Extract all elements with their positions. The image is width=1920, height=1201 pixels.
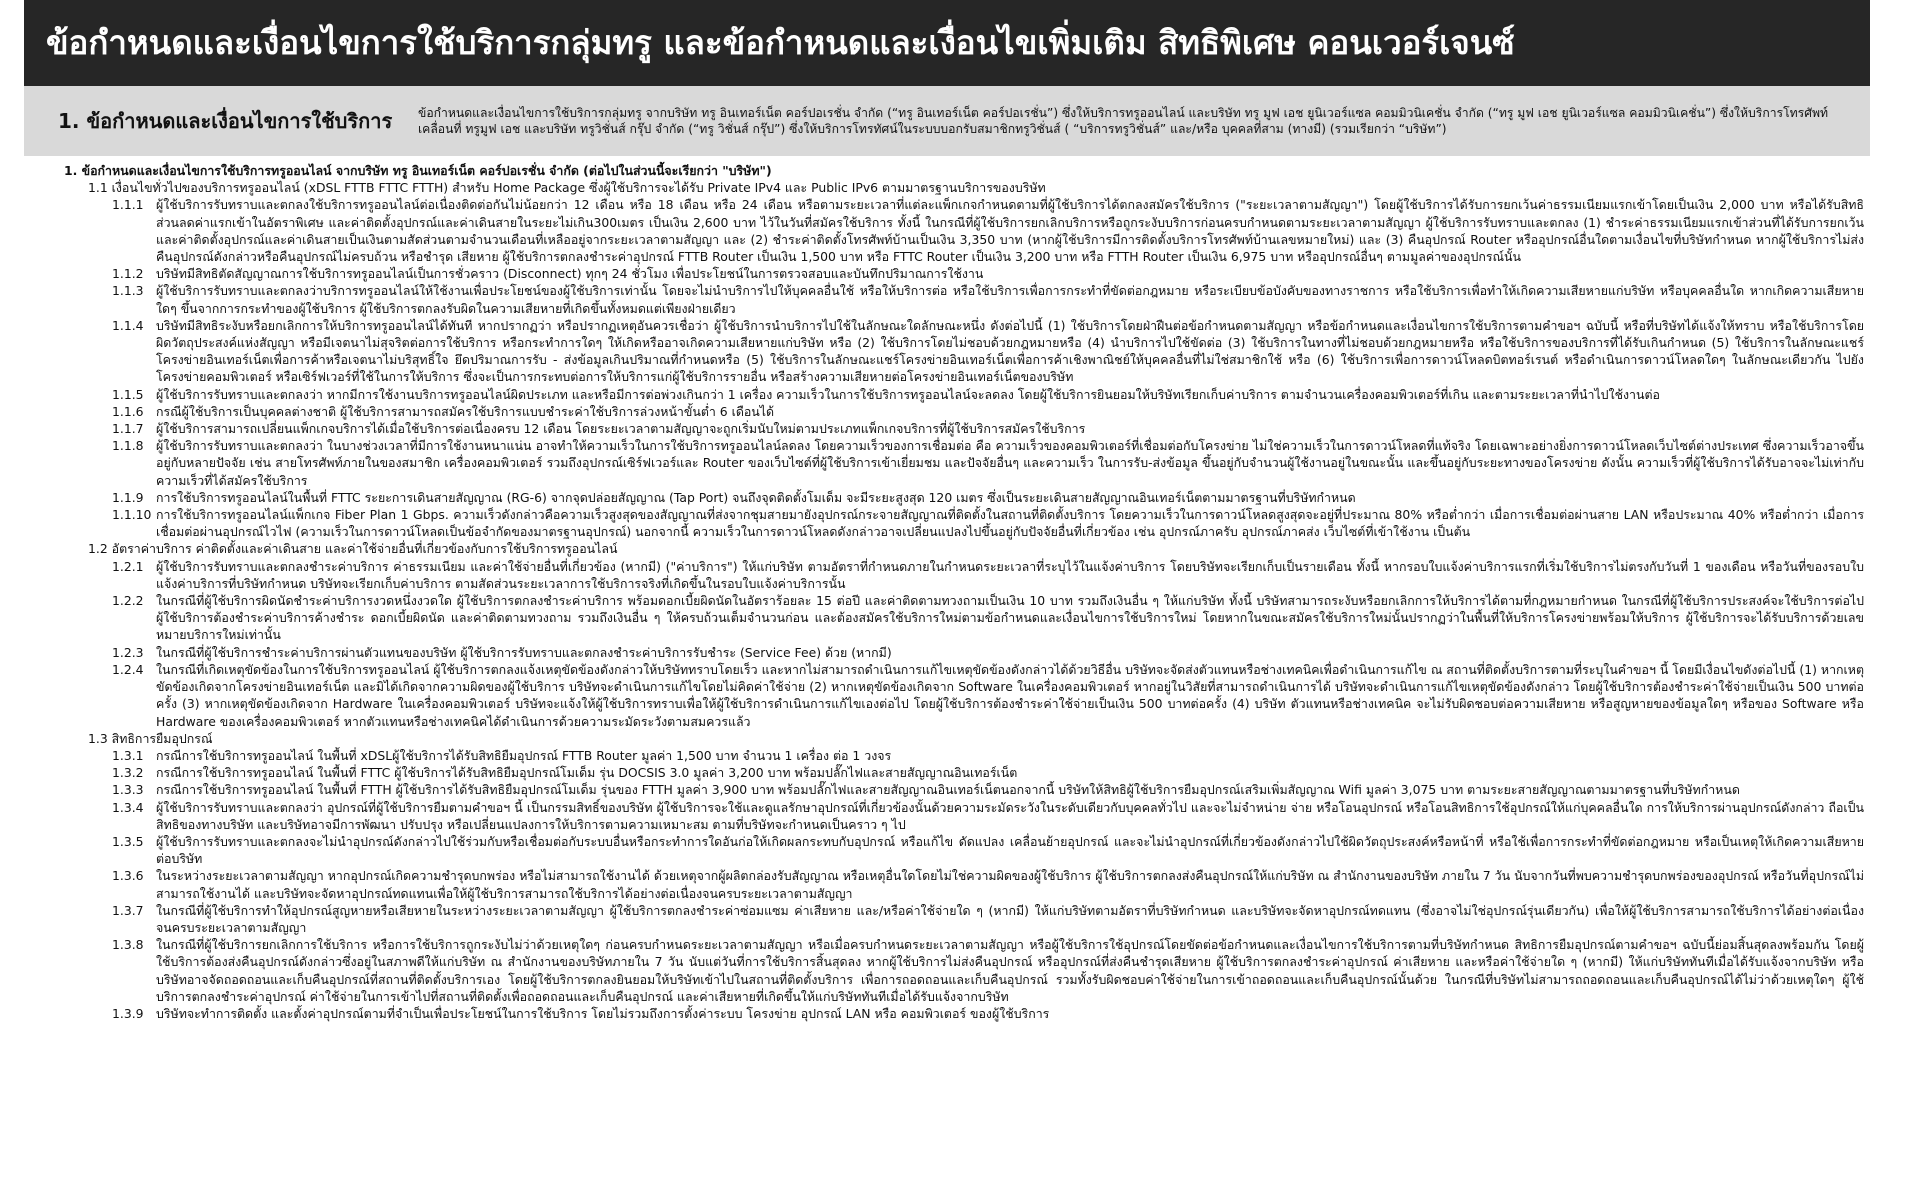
clause-text: ผู้ใช้บริการรับทราบและตกลงว่า อุปกรณ์ที่ผู้ใช้บริการยืมตามคำขอฯ นี้ เป็นกรรมสิทธิ์ของบริษัท ผู้ใช้บริการจะใช้และดูแลรักษาอุปกรณ์ที่เกี่ยวข้องนั้นด้วยความระมัดระวังในระดับเดียวกับบุคคลทั่วไป และจะไม่จำหน่าย จ่าย หรือโอนอุปกรณ์ หรือโอนสิทธิการใช้อุปกรณ์ให้แก่บุคคลอื่นใด การให้บริการผ่านอุปกรณ์ดังกล่าว ถือเป็นสิทธิของทางบริษัท และบริษัทอาจมีการพัฒนา ปรับปรุง หรือเปลี่ยนแปลงการให้บริการตามความเหมาะสม ตามที่บริษัทจะกำหนดเป็นคราว ๆ ไป [156, 799, 1865, 832]
clause-number: 1.2.4 [112, 661, 144, 677]
clause-item [64, 867, 1864, 901]
clause-text: การใช้บริการทรูออนไลน์ในพื้นที่ FTTC ระยะการเดินสายสัญญาณ (RG-6) จากจุดปล่อยสัญญาณ (Tap Port) จนถึงจุดติดตั้งโมเด็ม จะมีระยะสูงสุด 120 เมตร ซึ่งเป็นระยะเดินสายสัญญาณอินเทอร์เน็ตตามมาตรฐานที่บริษัทกำหนด [156, 489, 1356, 505]
clause-text: ผู้ใช้บริการสามารถเปลี่ยนแพ็กเกจบริการได้เมื่อใช้บริการต่อเนื่องครบ 12 เดือน โดยระยะเวลาตามสัญญาจะถูกเริ่มนับใหม่ตามประเภทแพ็กเกจบริการที่ผู้ใช้บริการสมัครใช้บริการ [156, 421, 1086, 437]
heading-1: 1. ข้อกำหนดและเงื่อนไขการใช้บริการทรูออนไลน์ จากบริษัท ทรู อินเทอร์เน็ต คอร์ปอเรชั่น จำกัด (ต่อไปในส่วนนี้จะเรียกว่า "บริษัท") [64, 163, 772, 178]
clause-number: 1.1.5 [112, 386, 144, 402]
clause-text: ผู้ใช้บริการรับทราบและตกลงว่า ในบางช่วงเวลาที่มีการใช้งานหนาแน่น อาจทำให้ความเร็วในการใช้บริการทรูออนไลน์ลดลง โดยความเร็วของการเชื่อมต่อ คือ ความเร็วของคอมพิวเตอร์ที่เชื่อมต่อกับโครงข่าย ไม่ใช่ความเร็วในการดาวน์โหลดที่แท้จริง โดยเฉพาะอย่างยิ่งการดาวน์โหลดเว็บไซต์ต่างประเทศ ซึ่งความเร็วอาจขึ้นอยู่กับหลายปัจจัย เช่น สายโทรศัพท์ภายในของสมาชิก เครื่องคอมพิวเตอร์ รวมถึงอุปกรณ์เซิร์ฟเวอร์และ Router ของเว็บไซต์ที่ผู้ใช้บริการเข้าเยี่ยมชม และปัจจัยอื่นๆ และความเร็ว ในการรับ-ส่งข้อมูล ขึ้นอยู่กับจำนวนผู้ใช้งานอยู่ในขณะนั้น และขึ้นอยู่กับระยะทางของโครงข่าย ดังนั้น ความเร็วที่ผู้ใช้บริการได้รับอาจจะไม่เท่ากับความเร็วที่ได้สมัครใช้บริการ [156, 438, 1864, 488]
clause-number: 1.1.2 [112, 266, 144, 282]
clause-item [64, 592, 1864, 644]
heading-1-3: 1.3 สิทธิการยืมอุปกรณ์ [88, 730, 213, 746]
clause-number: 1.3.5 [112, 833, 144, 849]
clause-item [64, 799, 1864, 833]
clause-text: ในระหว่างระยะเวลาตามสัญญา หากอุปกรณ์เกิดความชำรุดบกพร่อง หรือไม่สามารถใช้งานได้ ด้วยเหตุจากผู้ผลิตกล่องรับสัญญาณ หรือเหตุอื่นใดโดยไม่ใช่ความผิดของผู้ใช้บริการ ผู้ใช้บริการตกลงส่งคืนอุปกรณ์ให้แก่บริษัท ณ สำนักงานของบริษัท ภายใน 7 วัน นับจากวันที่พบความชำรุดบกพร่องของอุปกรณ์ หรือวันที่อุปกรณ์ไม่สามารถใช้งานได้ และบริษัทจะจัดหาอุปกรณ์ทดแทนเพื่อให้ผู้ใช้บริการสามารถใช้บริการได้อย่างต่อเนื่องจนครบระยะเวลาตามสัญญา [156, 868, 1864, 901]
clause-text: บริษัทมีสิทธิตัดสัญญาณการใช้บริการทรูออนไลน์เป็นการชั่วคราว (Disconnect) ทุกๆ 24 ชั่วโมง เพื่อประโยชน์ในการตรวจสอบและบันทึกปริมาณการใช้งาน [156, 266, 984, 282]
clause-item [64, 265, 1864, 282]
clause-item [64, 781, 1864, 798]
clause-text: ในกรณีที่ผู้ใช้บริการชำระค่าบริการผ่านตัวแทนของบริษัท ผู้ใช้บริการรับทราบและตกลงชำระค่าบริการรับชำระ (Service Fee) ด้วย (หากมี) [156, 644, 892, 660]
clause-text: ผู้ใช้บริการรับทราบและตกลงชำระค่าบริการ ค่าธรรมเนียม และค่าใช้จ่ายอื่นที่เกี่ยวข้อง (หากมี) ("ค่าบริการ") ให้แก่บริษัท ตามอัตราที่กำหนดภายในกำหนดระยะเวลาที่ระบุไว้ในแจ้งค่าบริการ โดยบริษัทจะเรียกเก็บเป็นรายเดือน ทั้งนี้ หากรอบใบแจ้งค่าบริการแรกที่เริ่มใช้บริการไม่ตรงกับวันที่ 1 ของเดือน หรือวันที่ของรอบใบแจ้งค่าบริการที่บริษัทกำหนด บริษัทจะเรียกเก็บค่าบริการ ตามสัดส่วนระยะเวลาการใช้บริการจริงที่เกิดขึ้นในรอบใบแจ้งค่าบริการนั้น [156, 558, 1864, 591]
clause-number: 1.1.4 [112, 317, 144, 333]
clause-item [64, 936, 1864, 1005]
page-title: ข้อกำหนดและเงื่อนไขการใช้บริการกลุ่มทรู และข้อกำหนดและเงื่อนไขเพิ่มเติม สิทธิพิเศษ คอนเวอร์เจนซ์ [46, 23, 1515, 62]
clause-item [64, 317, 1864, 386]
clause-text: กรณีการใช้บริการทรูออนไลน์ ในพื้นที่ FTTH ผู้ใช้บริการได้รับสิทธิยืมอุปกรณ์โมเด็ม รุ่นของ FTTH มูลค่า 3,900 บาท พร้อมปลั๊กไฟและสายสัญญาณอินเทอร์เน็ตนอกจากนี้ บริษัทให้สิทธิผู้ใช้บริการยืมอุปกรณ์เสริมเพิ่มสัญญาณ Wifi มูลค่า 3,075 บาท ตามระยะสายสัญญาณตามมาตรฐานที่บริษัทกำหนด [156, 782, 1740, 798]
clause-text: ในกรณีที่เกิดเหตุขัดข้องในการใช้บริการทรูออนไลน์ ผู้ใช้บริการตกลงแจ้งเหตุขัดข้องดังกล่าวให้บริษัททราบโดยเร็ว และหากไม่สามารถดำเนินการแก้ไขเหตุขัดข้องดังกล่าวได้ด้วยวิธีอื่น บริษัทจะจัดส่งตัวแทนหรือช่างเทคนิคเพื่อดำเนินการแก้ไข ณ สถานที่ติดตั้งบริการตามที่ระบุในคำขอฯ นี้ โดยมีเงื่อนไขดังต่อไปนี้ (1) หากเหตุขัดข้องเกิดจากโครงข่ายอินเทอร์เน็ต และมิได้เกิดจากความผิดของผู้ใช้บริการ บริษัทจะดำเนินการแก้ไขโดยไม่คิดค่าใช้จ่าย (2) หากเหตุขัดข้องเกิดจาก Software ในเครื่องคอมพิวเตอร์ หากอยู่ในวิสัยที่สามารถดำเนินการได้ บริษัทจะดำเนินการแก้ไขเหตุขัดข้องดังกล่าว โดยผู้ใช้บริการต้องชำระค่าใช้จ่ายเป็นเงิน 500 บาทต่อครั้ง (3) หากเหตุขัดข้องเกิดจาก Hardware ในเครื่องคอมพิวเตอร์ บริษัทจะแจ้งให้ผู้ใช้บริการทราบเพื่อให้ผู้ใช้บริการดำเนินการแก้ไขเองต่อไป โดยผู้ใช้บริการต้องชำระค่าใช้จ่ายเป็นเงิน 500 บาทต่อครั้ง (4) บริษัท ตัวแทนหรือช่างเทคนิค จะไม่รับผิดชอบต่อความเสียหาย หรือสูญหายของข้อมูลใดๆ หรือของ Software หรือ Hardware ของเครื่องคอมพิวเตอร์ หากตัวแทนหรือช่างเทคนิคได้ดำเนินการด้วยความระมัดระวังตามสมควรแล้ว [156, 661, 1864, 729]
clause-text: การใช้บริการทรูออนไลน์แพ็กเกจ Fiber Plan 1 Gbps. ความเร็วดังกล่าวคือความเร็วสูงสุดของสัญญาณที่ส่งจากชุมสายมายังอุปกรณ์กระจายสัญญาณที่ติดตั้งในสถานที่ติดตั้งบริการ โดยความเร็วในการดาวน์โหลดสูงสุดจะอยู่ที่ประมาณ 80% หรือต่ำกว่า เมื่อการเชื่อมต่อผ่านสาย LAN หรือประมาณ 40% หรือต่ำกว่า เมื่อการเชื่อมต่อผ่านอุปกรณ์ไวไฟ (ความเร็วในการดาวน์โหลดเป็นข้อจำกัดของมาตรฐานอุปกรณ์) นอกจากนี้ ความเร็วในการดาวน์โหลดดังกล่าวอาจเปลี่ยนแปลงไปขึ้นอยู่กับปัจจัยอื่นที่เกี่ยวข้อง เช่น อุปกรณ์ภาครับ อุปกรณ์ภาคส่ง เว็บไซต์ที่เข้าใช้งาน เป็นต้น [156, 507, 1864, 540]
clause-number: 1.3.3 [112, 782, 144, 798]
clause-number: 1.2.2 [112, 593, 144, 609]
clause-item [64, 506, 1864, 540]
clause-item [64, 644, 1864, 661]
clause-text: ในกรณีที่ผู้ใช้บริการผิดนัดชำระค่าบริการงวดหนึ่งงวดใด ผู้ใช้บริการตกลงชำระค่าบริการ พร้อมดอกเบี้ยผิดนัดในอัตราร้อยละ 15 ต่อปี และค่าติดตามทวงถามเป็นเงิน 10 บาท รวมถึงเงินอื่น ๆ ให้แก่บริษัท ทั้งนี้ บริษัทสามารถระงับหรือยกเลิกการให้บริการได้ตามที่กฎหมายกำหนด ในกรณีที่ผู้ใช้บริการประสงค์จะใช้บริการต่อไป ผู้ใช้บริการต้องชำระค่าบริการค้างชำระ ดอกเบี้ยผิดนัด และค่าติดตามทวงถาม รวมถึงเงินอื่น ๆ ให้ครบถ้วนเต็มจำนวนก่อน และต้องสมัครใช้บริการใหม่ตามข้อกำหนดและเงื่อนไขการใช้บริการใหม่ โดยหากในขณะสมัครใช้บริการใหม่นั้นปรากฏว่าในพื้นที่ให้บริการโครงข่ายพร้อมให้บริการ ผู้ใช้บริการจะได้รับบริการด้วยเลขหมายบริการใหม่เท่านั้น [156, 593, 1864, 643]
heading-1-1: 1.1 เงื่อนไขทั่วไปของบริการทรูออนไลน์ (xDSL FTTB FTTC FTTH) สำหรับ Home Package ซึ่งผู้ใช้บริการจะได้รับ Private IPv4 และ Public IPv6 ตามมาตรฐานบริการของบริษัท [88, 180, 1046, 196]
clause-number: 1.3.8 [112, 937, 144, 953]
clause-number: 1.3.4 [112, 799, 144, 815]
clause-list-1-1 [64, 196, 1864, 540]
clause-number: 1.3.7 [112, 902, 144, 918]
clause-text: กรณีการใช้บริการทรูออนไลน์ ในพื้นที่ FTTC ผู้ใช้บริการได้รับสิทธิยืมอุปกรณ์โมเด็ม รุ่น DOCSIS 3.0 มูลค่า 3,200 บาท พร้อมปลั๊กไฟและสายสัญญาณอินเทอร์เน็ต [156, 765, 1018, 781]
clause-item [64, 489, 1864, 506]
clause-item [64, 1005, 1864, 1022]
clause-number: 1.1.3 [112, 283, 144, 299]
clause-item [64, 386, 1864, 403]
clause-number: 1.1.1 [112, 197, 144, 213]
clause-number: 1.3.2 [112, 765, 144, 781]
clause-text: ผู้ใช้บริการรับทราบและตกลงว่าบริการทรูออนไลน์ให้ใช้งานเพื่อประโยชน์ของผู้ใช้บริการเท่านั้น โดยจะไม่นำบริการไปให้บุคคลอื่นใช้ หรือให้บริการต่อ หรือใช้บริการเพื่อการกระทำที่ขัดต่อกฎหมาย หรือระเบียบข้อบังคับของทางราชการ หรือใช้บริการเพื่อทำให้เกิดความเสียหายแก่บริษัท หรือบุคคลอื่นใด หากเกิดความเสียหายใดๆ ขึ้นจากการกระทำของผู้ใช้บริการ ผู้ใช้บริการตกลงรับผิดในความเสียหายที่เกิดขึ้นทั้งหมดแต่เพียงฝ่ายเดียว [156, 283, 1864, 316]
clause-item [64, 747, 1864, 764]
heading-1-2: 1.2 อัตราค่าบริการ ค่าติดตั้งและค่าเดินสาย และค่าใช้จ่ายอื่นที่เกี่ยวข้องกับการใช้บริการทรูออนไลน์ [88, 541, 618, 557]
clause-item [64, 833, 1864, 867]
clause-item [64, 420, 1864, 437]
clause-text: กรณีการใช้บริการทรูออนไลน์ ในพื้นที่ xDSLผู้ใช้บริการได้รับสิทธิยืมอุปกรณ์ FTTB Router มูลค่า 1,500 บาท จำนวน 1 เครื่อง ต่อ 1 วงจร [156, 747, 892, 763]
clause-item [64, 437, 1864, 489]
clause-text: ผู้ใช้บริการรับทราบและตกลงใช้บริการทรูออนไลน์ต่อเนื่องติดต่อกันไม่น้อยกว่า 12 เดือน หรือ 18 เดือน หรือ 24 เดือน หรือตามระยะเวลาที่แต่ละแพ็กเกจกำหนดตามที่ผู้ใช้บริการได้ตกลงสมัครใช้บริการ ("ระยะเวลาตามสัญญา") โดยผู้ใช้บริการได้รับการยกเว้นค่าธรรมเนียมแรกเข้าโดยเป็นเงิน 2,000 บาท หรือได้รับสิทธิส่วนลดค่าแรกเข้าในอัตราพิเศษ และค่าติดตั้งอุปกรณ์และค่าเดินสายในระยะไม่เกิน300เมตร เป็นเงิน 2,600 บาท ไว้ในวันที่สมัครใช้บริการ ทั้งนี้ ในกรณีที่ผู้ใช้บริการยกเลิกบริการหรือถูกระงับบริการก่อนครบกำหนดตามระยะเวลาตามสัญญา ผู้ใช้บริการรับทราบและตกลง (1) ชำระค่าธรรมเนียมแรกเข้าส่วนที่ได้รับการยกเว้น และค่าติดตั้งอุปกรณ์และค่าเดินสายเป็นเงินตามสัดส่วนตามจำนวนเดือนที่เหลืออยู่จากระยะเวลาตามสัญญา และ (2) ชำระค่าติดตั้งโทรศัพท์บ้านเป็นเงิน 3,350 บาท (หากผู้ใช้บริการมีการติดตั้งบริการโทรศัพท์บ้านเลขหมายใหม่) และ (3) คืนอุปกรณ์ Router หรืออุปกรณ์อื่นใดตามเงื่อนไขที่บริษัทกำหนด หากผู้ใช้บริการไม่ส่งคืนอุปกรณ์ดังกล่าวหรือคืนอุปกรณ์ไม่ครบถ้วน หรือชำรุด เสียหาย ผู้ใช้บริการตกลงชำระค่าอุปกรณ์ FTTB Router เป็นเงิน 1,500 บาท หรือ FTTC Router เป็นเงิน 3,200 บาท หรือ FTTH Router เป็นเงิน 6,975 บาท หรืออุปกรณ์อื่นๆ ตามมูลค่าของอุปกรณ์นั้น [156, 197, 1864, 265]
clause-text: ผู้ใช้บริการรับทราบและตกลงจะไม่นำอุปกรณ์ดังกล่าวไปใช้ร่วมกับหรือเชื่อมต่อกับระบบอื่นหรือกระทำการใดอันก่อให้เกิดผลกระทบกับอุปกรณ์ หรือแก้ไข ดัดแปลง เคลื่อนย้ายอุปกรณ์ และจะไม่นำอุปกรณ์ที่เกี่ยวข้องดังกล่าวไปใช้ผิดวัตถุประสงค์หรือหน้าที่ หรือใช้เพื่อการกระทำที่ขัดต่อกฎหมาย หรือเป็นเหตุให้เกิดความเสียหายต่อบริษัท [156, 833, 1864, 867]
clause-number: 1.3.1 [112, 747, 144, 763]
clause-item [64, 902, 1864, 936]
section-header [24, 86, 1870, 156]
clause-number: 1.1.6 [112, 403, 144, 419]
page-title-bar [24, 0, 1870, 86]
terms-content [64, 162, 1864, 1022]
clause-item [64, 764, 1864, 781]
clause-number: 1.2.3 [112, 644, 144, 660]
clause-number: 1.2.1 [112, 558, 144, 574]
clause-number: 1.1.7 [112, 421, 144, 437]
clause-text: ในกรณีที่ผู้ใช้บริการทำให้อุปกรณ์สูญหายหรือเสียหายในระหว่างระยะเวลาตามสัญญา ผู้ใช้บริการตกลงชำระค่าซ่อมแซม ค่าเสียหาย และ/หรือค่าใช้จ่ายใด ๆ (หากมี) ให้แก่บริษัทตามอัตราที่บริษัทกำหนด และบริษัทจะจัดหาอุปกรณ์ทดแทน (ซึ่งอาจไม่ใช่อุปกรณ์รุ่นเดียวกัน) เพื่อให้ผู้ใช้บริการสามารถใช้บริการได้อย่างต่อเนื่องจนครบระยะเวลาตามสัญญา [156, 902, 1864, 935]
clause-item [64, 196, 1864, 265]
clause-item [64, 282, 1864, 316]
clause-item [64, 403, 1864, 420]
clause-text: กรณีผู้ใช้บริการเป็นบุคคลต่างชาติ ผู้ใช้บริการสามารถสมัครใช้บริการแบบชำระค่าใช้บริการล่วงหน้าขั้นต่ำ 6 เดือนได้ [156, 403, 775, 419]
clause-list-1-2 [64, 558, 1864, 730]
section-description: ข้อกำหนดและเงื่อนไขการใช้บริการกลุ่มทรู จากบริษัท ทรู อินเทอร์เน็ต คอร์ปอเรชั่น จำกัด (“ทรู อินเทอร์เน็ต คอร์ปอเรชั่น”) ซึ่งให้บริการทรูออนไลน์ และบริษัท ทรู มูฟ เอช ยูนิเวอร์แซล คอมมิวนิเคชั่น จำกัด (“ทรู มูฟ เอช ยูนิเวอร์แซล คอมมิวนิเคชั่น”) ซึ่งให้บริการโทรศัพท์เคลื่อนที่ ทรูมูฟ เอช และบริษัท ทรูวิชั่นส์ กรุ๊ป จำกัด (“ทรู วิชั่นส์ กรุ๊ป”) ซึ่งให้บริการโทรทัศน์ในระบบบอกรับสมาชิกทรูวิชั่นส์ ( “บริการทรูวิชั่นส์” และ/หรือ บุคคลที่สาม (ทางมี) (รวมเรียกว่า “บริษัท”) [418, 105, 1829, 136]
clause-list-1-3 [64, 747, 1864, 1022]
clause-number: 1.1.9 [112, 489, 144, 505]
clause-text: ผู้ใช้บริการรับทราบและตกลงว่า หากมีการใช้งานบริการทรูออนไลน์ผิดประเภท และหรือมีการต่อพ่วงเกินกว่า 1 เครื่อง ความเร็วในการใช้บริการทรูออนไลน์จะลดลง โดยผู้ใช้บริการยินยอมให้บริษัทเรียกเก็บค่าบริการ ตามจำนวนเครื่องคอมพิวเตอร์ที่เกิน และตามระยะเวลาที่นำไปใช้งานต่อ [156, 386, 1660, 402]
clause-number: 1.3.9 [112, 1005, 144, 1021]
clause-number: 1.1.10 [112, 507, 152, 523]
section-title: 1. ข้อกำหนดและเงื่อนไขการใช้บริการ [58, 109, 393, 133]
clause-item [64, 661, 1864, 730]
clause-item [64, 558, 1864, 592]
clause-text: ในกรณีที่ผู้ใช้บริการยกเลิกการใช้บริการ หรือการใช้บริการถูกระงับไม่ว่าด้วยเหตุใดๆ ก่อนครบกำหนดระยะเวลาตามสัญญา หรือเมื่อครบกำหนดระยะเวลาตามสัญญา หรือผู้ใช้บริการใช้อุปกรณ์โดยขัดต่อข้อกำหนดและเงื่อนไขการใช้บริการตามที่บริษัทกำหนด สิทธิการยืมอุปกรณ์ตามคำขอฯ ฉบับนี้ย่อมสิ้นสุดลงพร้อมกัน โดยผู้ใช้บริการต้องส่งคืนอุปกรณ์ดังกล่าวซึ่งอยู่ในสภาพดีให้แก่บริษัท ณ สำนักงานของบริษัทภายใน 7 วัน นับแต่วันที่การใช้บริการสิ้นสุดลง หากผู้ใช้บริการไม่ส่งคืนอุปกรณ์ หรืออุปกรณ์ที่ส่งคืนชำรุดเสียหาย ผู้ใช้บริการตกลงชำระค่าอุปกรณ์ ค่าเสียหาย และหรือค่าใช้จ่ายใด ๆ (หากมี) ให้แก่บริษัททันทีเมื่อได้รับแจ้งจากบริษัท หรือบริษัทอาจจัดถอดถอนและเก็บคืนอุปกรณ์ที่สถานที่ติดตั้งบริการเอง โดยผู้ใช้บริการตกลงยินยอมให้บริษัทเข้าไปในสถานที่ติดตั้งบริการ เพื่อการถอดถอนและเก็บคืนอุปกรณ์ รวมทั้งรับผิดชอบค่าใช้จ่ายในการเข้าถอดถอนและเก็บคืนอุปกรณ์นั้นด้วย ในกรณีที่บริษัทไม่สามารถถอดถอนและเก็บคืนอุปกรณ์ได้ไม่ว่าด้วยเหตุใดๆ ผู้ใช้บริการตกลงชำระค่าอุปกรณ์ ค่าใช้จ่ายในการเข้าไปที่สถานที่ติดตั้งเพื่อถอดถอนและเก็บคืนอุปกรณ์ และค่าเสียหายที่เกิดขึ้นให้แก่บริษัททันทีเมื่อได้รับแจ้งจากบริษัท [156, 937, 1864, 1004]
clause-text: บริษัทมีสิทธิระงับหรือยกเลิกการให้บริการทรูออนไลน์ได้ทันที หากปรากฏว่า หรือปรากฏเหตุอันควรเชื่อว่า ผู้ใช้บริการนำบริการไปใช้ในลักษณะใดลักษณะหนึ่ง ดังต่อไปนี้ (1) ใช้บริการโดยฝ่าฝืนต่อข้อกำหนดตามสัญญา หรือข้อกำหนดและเงื่อนไขการใช้บริการตามคำขอฯ ฉบับนี้ หรือที่บริษัทได้แจ้งให้ทราบ หรือใช้บริการโดยผิดวัตถุประสงค์แห่งสัญญา หรือมีเจตนาไม่สุจริตต่อการใช้บริการ หรือกระทำการใดๆ ให้เกิดหรืออาจเกิดความเสียหายแก่บริษัท หรือ (2) ใช้บริการโดยไม่ชอบด้วยกฎหมายหรือ (4) นำบริการไปใช้ขัดต่อ (3) ใช้บริการในทางที่ไม่ชอบด้วยกฎหมายหรือ หรือใช้บริการของบริการที่ได้รับเกินกำหนด (5) ใช้บริการในลักษณะแชร์โครงข่ายอินเทอร์เน็ตเพื่อการค้าหรือเจตนาไม่บริสุทธิ์ใจ ยึดปริมาณการรับ - ส่งข้อมูลเกินปริมาณที่กำหนดหรือ (5) ใช้บริการในลักษณะแชร์โครงข่ายอินเทอร์เน็ตเพื่อการค้าเชิงพาณิชย์ให้บุคคลอื่นที่ไม่ใช่สมาชิกใช้ หรือ (6) ใช้บริการเพื่อการดาวน์โหลดบิตทอร์เรนต์ หรือดำเนินการดาวน์โหลดใดๆ ในลักษณะเดียวกัน ไปยังโครงข่ายคอมพิวเตอร์ หรือเซิร์ฟเวอร์ที่ใช้ในการให้บริการ ซึ่งจะเป็นการกระทบต่อการให้บริการแก่ผู้ใช้บริการรายอื่น หรือสร้างความเสียหายต่อโครงข่ายอินเทอร์เน็ตของบริษัท [156, 317, 1864, 385]
clause-text: บริษัทจะทำการติดตั้ง และตั้งค่าอุปกรณ์ตามที่จำเป็นเพื่อประโยชน์ในการใช้บริการ โดยไม่รวมถึงการตั้งค่าระบบ โครงข่าย อุปกรณ์ LAN หรือ คอมพิวเตอร์ ของผู้ใช้บริการ [156, 1005, 1050, 1021]
clause-number: 1.1.8 [112, 438, 144, 454]
clause-number: 1.3.6 [112, 868, 144, 884]
